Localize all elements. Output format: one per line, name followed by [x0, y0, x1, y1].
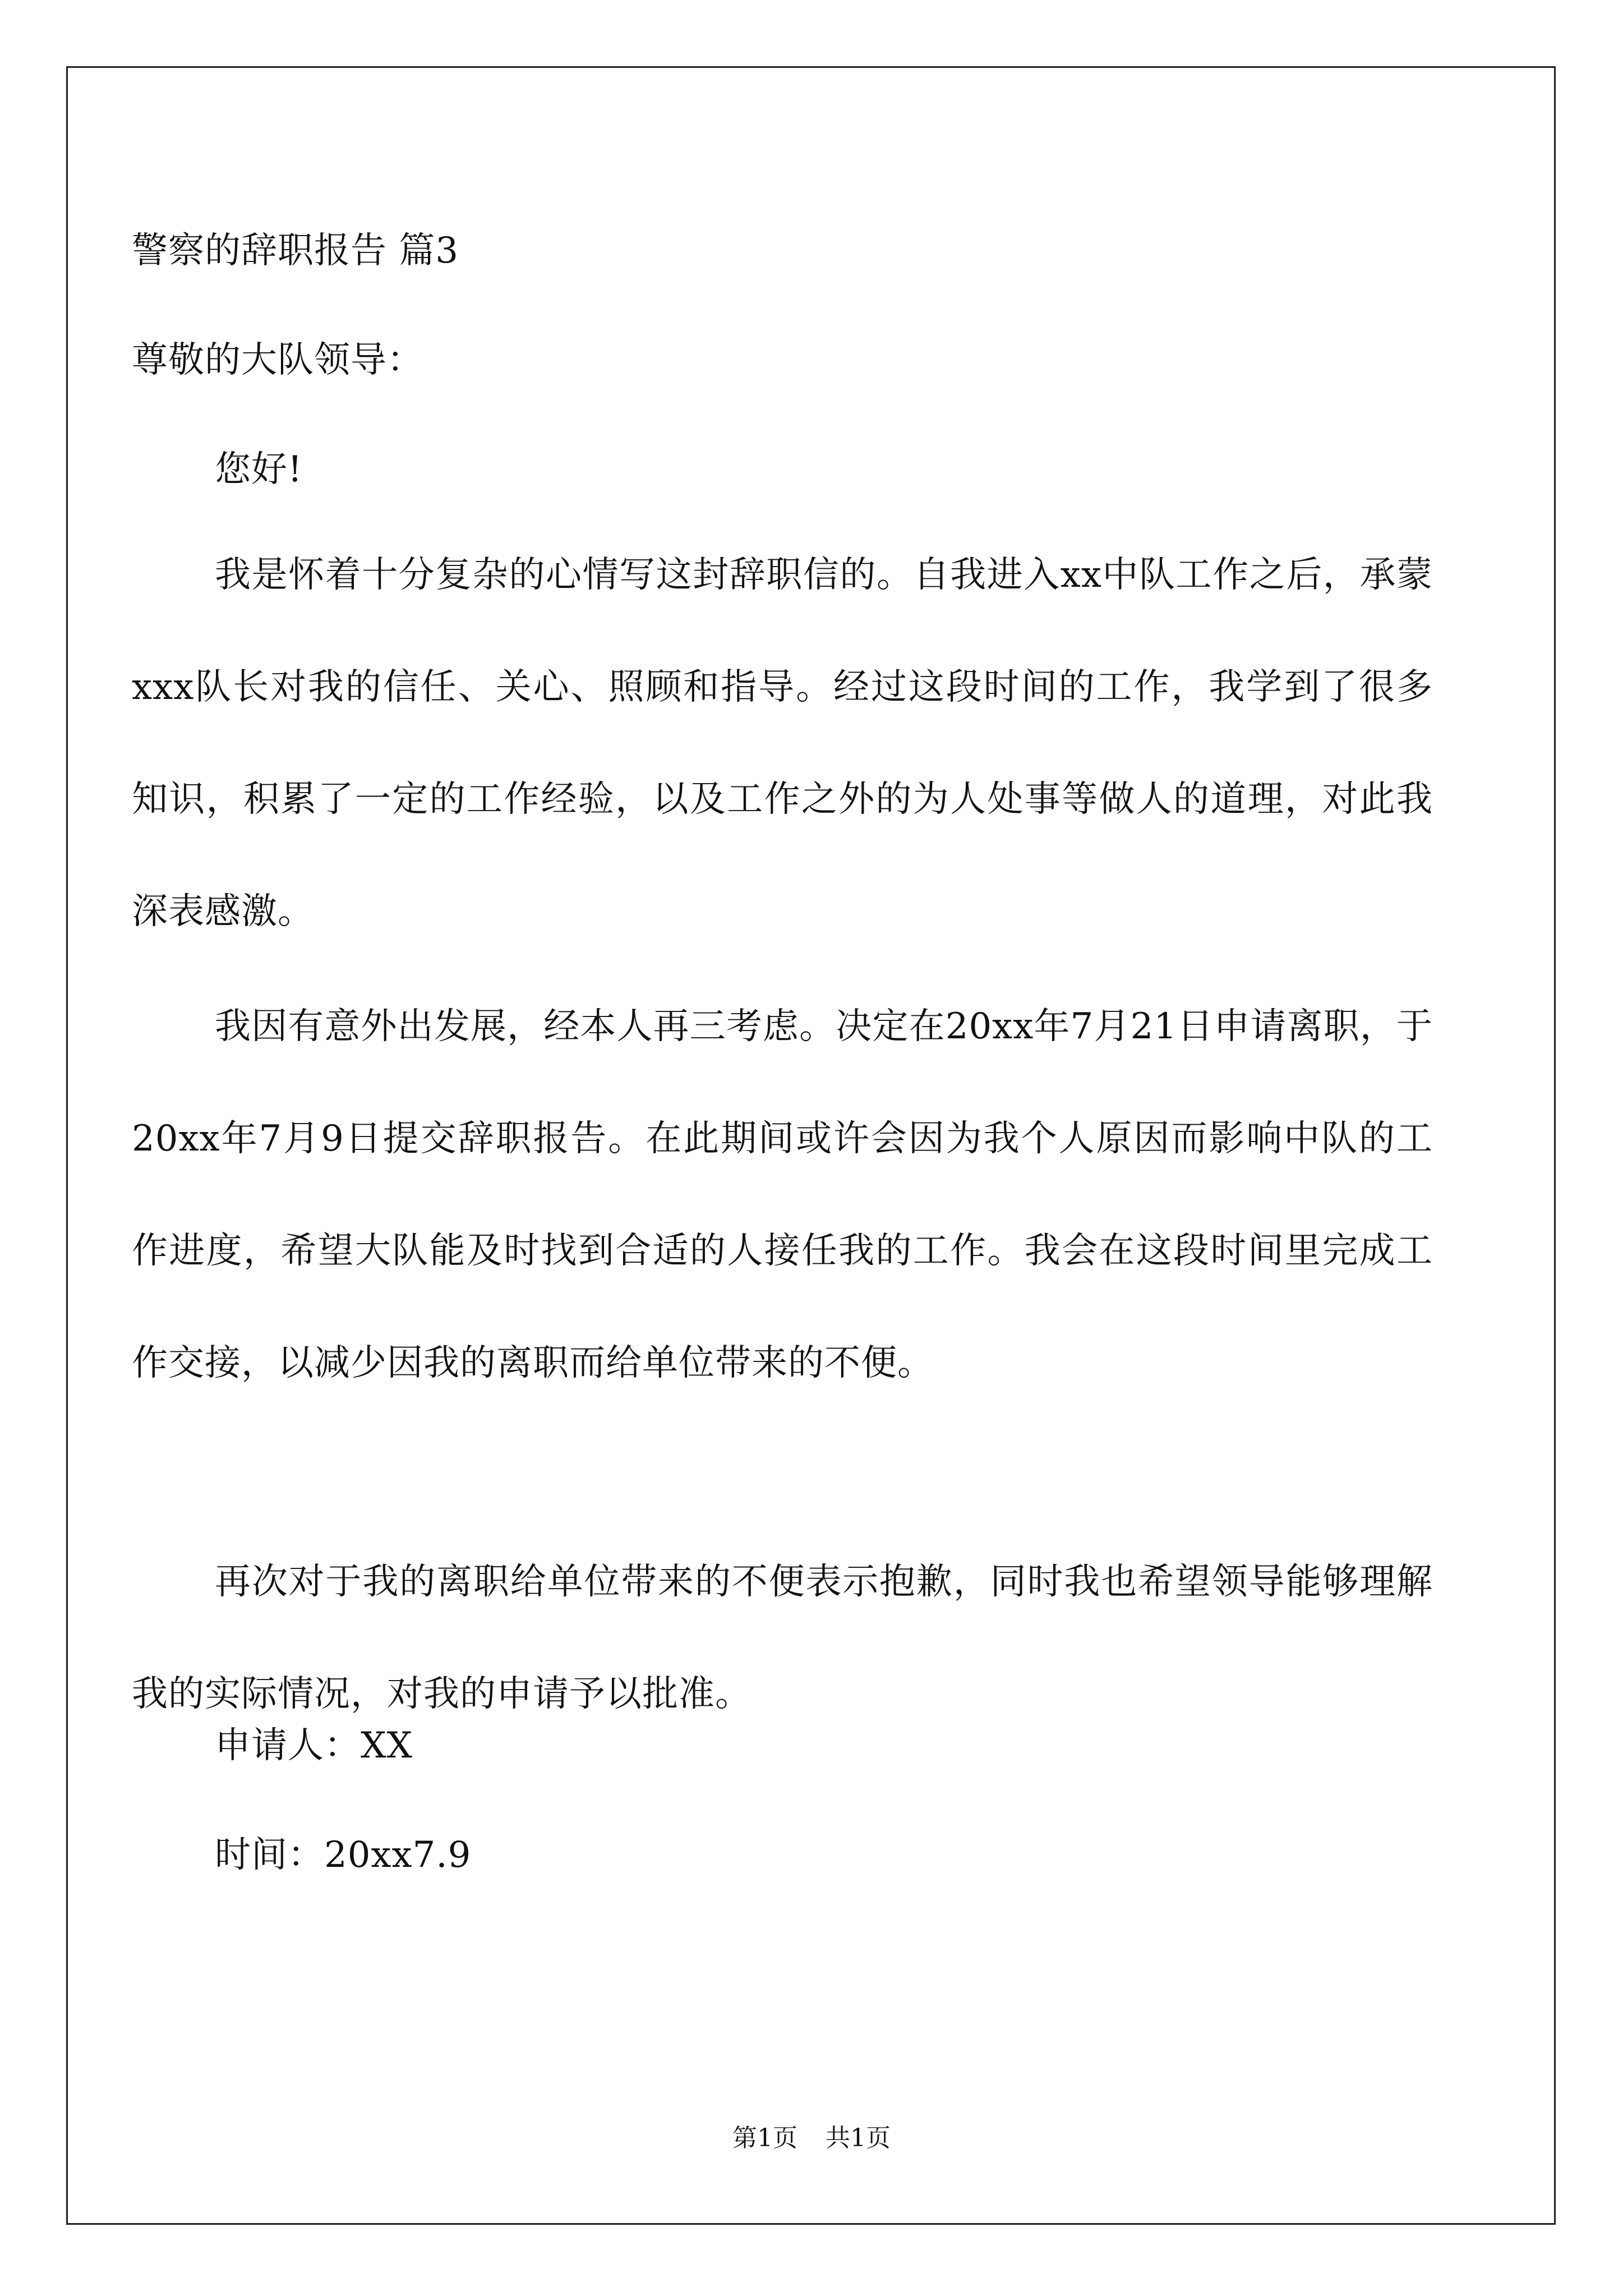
document-title: 警察的辞职报告 篇3: [132, 230, 459, 272]
paragraph-1: 我是怀着十分复杂的心情写这封辞职信的。自我进入xx中队工作之后，承蒙xxx队长对我的信任、关心、照顾和指导。经过这段时间的工作，我学到了很多知识，积累了一定的工作经验，以及工作之外的为人处事等做人的道理，对此我深表感激。: [132, 554, 1433, 932]
page-number: 第1页: [732, 2124, 797, 2152]
paragraph-2: 我因有意外出发展，经本人再三考虑。决定在20xx年7月21日申请离职，于20xx年7月9日提交辞职报告。在此期间或许会因为我个人原因而影响中队的工作进度，希望大队能及时找到合适的人接任我的工作。我会在这段时间里完成工作交接，以减少因我的离职而给单位带来的不便。: [132, 1006, 1433, 1384]
paragraph-3: 再次对于我的离职给单位带来的不便表示抱歉，同时我也希望领导能够理解我的实际情况，对我的申请予以批准。: [132, 1561, 1433, 1715]
salutation: 尊敬的大队领导：: [132, 339, 423, 381]
page-total: 共1页: [826, 2124, 891, 2152]
greeting: 您好!: [215, 449, 303, 490]
applicant-line: 申请人：XX: [215, 1725, 413, 1766]
date-line: 时间：20xx7.9: [215, 1834, 472, 1876]
page-footer: [0, 2126, 1623, 2151]
